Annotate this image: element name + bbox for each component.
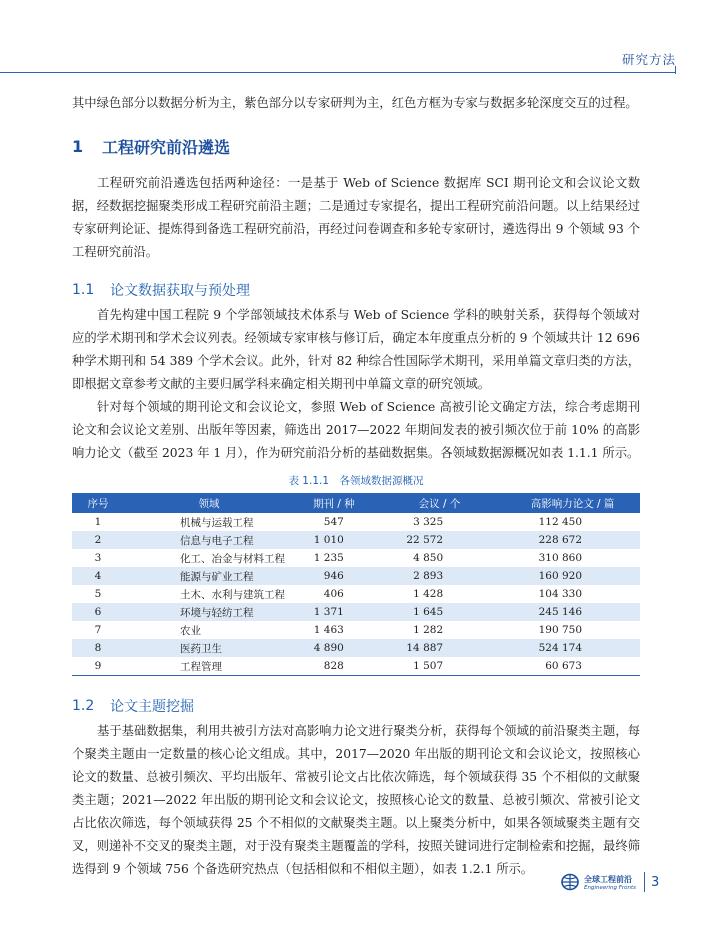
- table-row: [72, 657, 640, 676]
- cell-index: 9: [94, 660, 102, 672]
- section-1-1-paragraph-1: 首先构建中国工程院 9 个学部领域技术体系与 Web of Science 学科的映射关系，获得每个领域对应的学术期刊和学术会议列表。经领域专家审核与修订后，确定本年度重点分析的 9 个领域共计 12 696 种学术期刊和 54 389 个学术会议。此外，针对 82 种综合性国际学术期刊，采用单篇文章归类的方法，即根据文章参考文献的主要归属学科来确定相关期刊中单篇文章的研究领域。: [72, 308, 640, 391]
- cell-papers: 60 673: [545, 660, 582, 672]
- page-number: 3: [651, 874, 660, 890]
- section-1-paragraph: 工程研究前沿遴选包括两种途径：一是基于 Web of Science 数据库 SCI 期刊论文和会议论文数据，经数据挖掘聚类形成工程研究前沿主题；二是通过专家提名，提出工程研究前沿问题。以上结果经过专家研判论证、提炼得到备选工程研究前沿，再经过问卷调查和多轮专家研讨，遴选得出 9 个领域 93 个工程研究前沿。: [72, 176, 640, 259]
- table-row: [72, 603, 640, 621]
- running-header: 研究方法: [621, 52, 676, 67]
- section-1-1-heading: [72, 280, 640, 300]
- table-row: [72, 567, 640, 585]
- section-1-1-title: 论文数据获取与预处理: [110, 283, 250, 299]
- cell-papers: 310 860: [538, 552, 582, 564]
- section-1-1-paragraph-2: 针对每个领域的期刊论文和会议论文，参照 Web of Science 高被引论文确定方法，综合考虑期刊论文和会议论文差别、出版年等因素，筛选出 2017—2022 年期间发表的被引频次位于前 10% 的高影响力论文（截至 2023 年 1 月），作为研究前沿分析的基础数据集。各领域数据源概况如表 1.1.1 所示。: [72, 400, 640, 460]
- cell-index: 7: [94, 624, 102, 636]
- cell-conferences: 1 282: [413, 624, 444, 636]
- cell-journals: 828: [323, 660, 344, 672]
- cell-conferences: 3 325: [413, 516, 444, 528]
- header-field: 领域: [198, 497, 220, 510]
- data-source-table: [72, 493, 640, 676]
- logo-cn-text: 全球工程前沿: [584, 874, 632, 884]
- cell-field: 信息与电子工程: [180, 534, 254, 547]
- cell-index: 4: [94, 570, 102, 582]
- header-rule: [0, 72, 676, 73]
- section-1-2-paragraph: 基于基础数据集，利用共被引方法对高影响力论文进行聚类分析，获得每个领域的前沿聚类主题，每个聚类主题由一定数量的核心论文组成。其中，2017—2020 年出版的期刊论文和会议论文，按照核心论文的数量、总被引频次、平均出版年、常被引论文占比依次筛选，每个领域获得 35 个不相似的文献聚类主题；2021—2022 年出版的期刊论文和会议论文，按照核心论文的数量、总被引频次、常被引论文占比依次筛选，每个领域获得 25 个不相似的文献聚类主题。以上聚类分析中，如果各领域聚类主题有交叉，则递补不交叉的聚类主题，对于没有聚类主题覆盖的学科，按照关键词进行定制检索和挖掘，最终筛选得到 9 个领域 756 个备选研究热点（包括相似和不相似主题），如表 1.2.1 所示。: [72, 724, 640, 876]
- cell-papers: 160 920: [538, 570, 582, 582]
- cell-field: 机械与运载工程: [180, 516, 254, 529]
- cell-field: 医药卫生: [180, 642, 222, 655]
- cell-conferences: 14 887: [406, 642, 444, 654]
- cell-index: 6: [94, 606, 102, 618]
- header-conferences: 会议 / 个: [418, 497, 461, 510]
- cell-index: 1: [94, 516, 102, 528]
- globe-icon: [560, 873, 580, 891]
- cell-conferences: 1 645: [413, 606, 444, 618]
- cell-conferences: 1 507: [413, 660, 444, 672]
- cell-index: 5: [94, 588, 102, 600]
- table-body: [72, 513, 640, 676]
- cell-papers: 104 330: [538, 588, 582, 600]
- header-rule-tick: [675, 66, 676, 74]
- table-row: [72, 513, 640, 531]
- header-papers: 高影响力论文 / 篇: [530, 497, 615, 510]
- table-header-row: [72, 493, 640, 513]
- section-1-heading: [72, 135, 640, 158]
- cell-journals: 1 371: [313, 606, 344, 618]
- cell-papers: 228 672: [538, 534, 582, 546]
- cell-journals: 1 235: [313, 552, 344, 564]
- engineering-fronts-logo: [560, 873, 636, 891]
- section-1-number: 1: [72, 137, 84, 156]
- cell-papers: 245 146: [538, 606, 582, 618]
- cell-index: 3: [94, 552, 102, 564]
- cell-field: 土木、水利与建筑工程: [180, 588, 285, 601]
- cell-field: 化工、冶金与材料工程: [180, 552, 285, 565]
- table-row: [72, 585, 640, 603]
- page-footer: [560, 872, 659, 892]
- cell-journals: 1 463: [313, 624, 344, 636]
- logo-en-text: Engineering Fronts: [584, 884, 637, 891]
- table-row: [72, 531, 640, 549]
- cell-journals: 547: [323, 516, 344, 528]
- page-body: [72, 92, 640, 881]
- intro-paragraph: 其中绿色部分以数据分析为主，紫色部分以专家研判为主，红色方框为专家与数据多轮深度交互的过程。: [72, 96, 638, 110]
- cell-journals: 946: [323, 570, 344, 582]
- table-row: [72, 639, 640, 657]
- section-1-2-number: 1.2: [72, 698, 95, 714]
- cell-journals: 406: [323, 588, 344, 600]
- cell-papers: 190 750: [538, 624, 582, 636]
- cell-journals: 1 010: [313, 534, 344, 546]
- cell-conferences: 1 428: [413, 588, 444, 600]
- header-index: 序号: [87, 497, 109, 510]
- cell-field: 环境与轻纺工程: [180, 606, 254, 619]
- cell-papers: 524 174: [538, 642, 582, 654]
- cell-papers: 112 450: [538, 516, 582, 528]
- footer-divider: [644, 872, 645, 892]
- cell-field: 工程管理: [180, 660, 222, 673]
- section-1-title: 工程研究前沿遴选: [102, 138, 231, 157]
- cell-conferences: 4 850: [413, 552, 444, 564]
- table-caption: 表 1.1.1 各领域数据源概况: [288, 475, 424, 487]
- section-1-1-number: 1.1: [72, 282, 95, 298]
- header-journals: 期刊 / 种: [313, 497, 355, 510]
- section-1-2-title: 论文主题挖掘: [110, 699, 194, 715]
- cell-field: 能源与矿业工程: [180, 570, 254, 583]
- table-row: [72, 549, 640, 567]
- cell-index: 2: [94, 534, 102, 546]
- cell-conferences: 22 572: [406, 534, 444, 546]
- cell-index: 8: [94, 642, 102, 654]
- table-row: [72, 621, 640, 639]
- cell-conferences: 2 893: [413, 570, 444, 582]
- cell-field: 农业: [180, 624, 201, 637]
- section-1-2-heading: [72, 696, 640, 716]
- cell-journals: 4 890: [313, 642, 344, 654]
